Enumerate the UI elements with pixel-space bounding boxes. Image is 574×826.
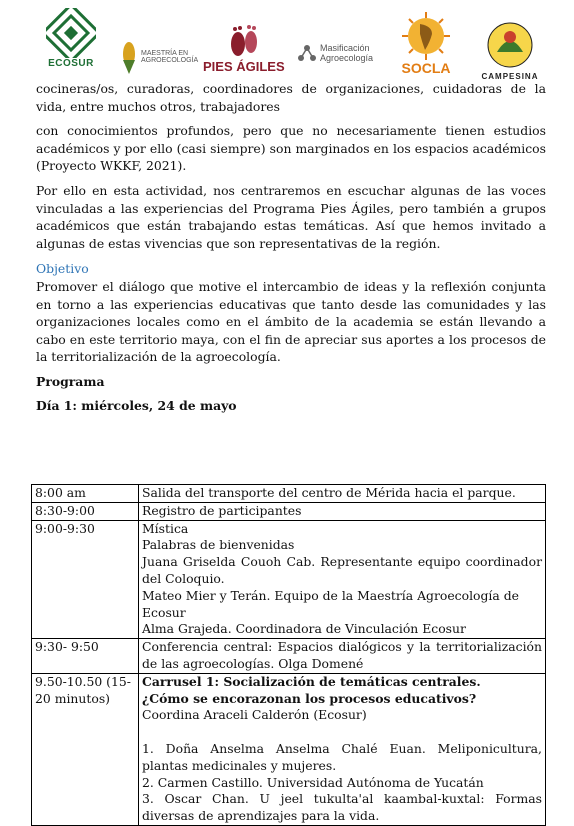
table-row	[32, 485, 546, 503]
time-cell: 9:00-9:30	[32, 520, 139, 639]
maestria-logo-text-1: MAESTRÍA EN	[141, 50, 189, 57]
time-cell: 9:30- 9:50	[32, 639, 139, 674]
socla-logo	[394, 12, 458, 76]
time-cell: 9.50-10.50 (15-20 minutos)	[32, 673, 139, 825]
activity-line: Coordina Araceli Calderón (Ecosur)	[142, 707, 367, 723]
campesina-logo-text: CAMPESINA	[481, 72, 539, 81]
paragraph-1: cocineras/os, curadoras, coordinadores de organizaciones, cuidadoras de la vida, entre muchos otros, trabajadores	[36, 81, 546, 114]
sun-map-icon	[398, 12, 454, 60]
footprints-icon	[224, 24, 264, 60]
activity-line: Conferencia central: Espacios dialógicos y la territorialización de las agroecologías. Olga Domené	[142, 639, 542, 671]
table-row	[32, 639, 546, 674]
activity-bold-line: ¿Cómo se encorazonan los procesos educativos?	[142, 690, 477, 706]
activity-cell	[139, 639, 546, 674]
activity-line: Mateo Mier y Terán. Equipo de la Maestría Agroecología de Ecosur	[142, 587, 519, 620]
activity-line: Salida del transporte del centro de Mérida hacia el parque.	[142, 485, 516, 500]
activity-line: Mística	[142, 520, 189, 536]
objetivo-heading: Objetivo	[36, 261, 89, 277]
masificacion-logo-text-1: Masificación	[320, 43, 370, 53]
activity-line: 3. Oscar Chan. U jeel tukulta'al kaambal-kuxtal: Formas diversas de aprendizajes para la vida.	[142, 791, 542, 824]
document-body	[36, 80, 546, 414]
table-row	[32, 673, 546, 825]
paragraph-2: con conocimientos profundos, pero que no necesariamente tienen estudios académicos y por ello (casi siempre) son marginados en los espacios académicos (Proyecto WKKF, 2021).	[36, 123, 546, 174]
activity-line: Juana Griselda Couoh Cab. Representante equipo coordinador del Coloquio.	[142, 554, 542, 586]
table-row	[32, 502, 546, 520]
objetivo-text: Promover el diálogo que motive el intercambio de ideas y la reflexión conjunta en torno a las experiencias educativas que tanto desde las comunidades y las organizaciones locales como en el ámbito de la academia se están llevando a cabo en este territorio maya, con el fin de apreciar sus aportes a los procesos de la territorialización de la agroecología.	[36, 278, 546, 365]
corn-icon	[120, 40, 138, 74]
ecosur-emblem-icon	[46, 8, 96, 58]
activity-cell	[139, 485, 546, 503]
ecosur-logo-text: ECOSUR	[48, 58, 94, 69]
activity-cell	[139, 502, 546, 520]
dia-heading: Día 1: miércoles, 24 de mayo	[36, 397, 237, 413]
activity-spacer	[142, 724, 542, 741]
pies-agiles-logo-text: PIES ÁGILES	[203, 59, 285, 74]
masificacion-logo-text-2: Agroecología	[320, 53, 374, 63]
programa-heading: Programa	[36, 373, 105, 389]
activity-line: 2. Carmen Castillo. Universidad Autónoma de Yucatán	[142, 774, 484, 790]
activity-cell	[139, 673, 546, 825]
time-cell: 8:30-9:00	[32, 502, 139, 520]
activity-line: Registro de participantes	[142, 502, 302, 518]
maestria-logo	[120, 40, 198, 74]
schedule-table	[31, 484, 546, 826]
activity-cell	[139, 520, 546, 639]
time-cell: 8:00 am	[32, 485, 139, 503]
socla-logo-text: SOCLA	[401, 60, 451, 76]
paragraph-3: Por ello en esta actividad, nos centraremos en escuchar algunas de las voces vinculadas a las experiencias del Programa Pies Ágiles, pero también a grupos académicos que están trabajando estas temáticas. Así que hemos invitado a algunas de estas vivencias que son representativas de la región.	[36, 182, 546, 251]
maestria-logo-text-2: AGROECOLOGÍA	[141, 57, 199, 64]
ecosur-logo	[40, 8, 102, 69]
network-icon	[297, 42, 317, 64]
activity-line: 1. Doña Anselma Anselma Chalé Euan. Meliponicultura, plantas medicinales y mujeres.	[142, 740, 542, 773]
pies-agiles-logo	[203, 24, 285, 74]
activity-line: Palabras de bienvenidas	[142, 537, 295, 553]
logo-bar	[0, 0, 574, 84]
activity-bold-line: Carrusel 1: Socialización de temáticas centrales.	[142, 673, 481, 689]
table-row	[32, 520, 546, 639]
masificacion-logo	[297, 42, 373, 64]
activity-line: Alma Grajeda. Coordinadora de Vinculación Ecosur	[142, 621, 466, 637]
campesina-logo	[470, 10, 550, 81]
campesina-emblem-icon	[475, 10, 545, 80]
